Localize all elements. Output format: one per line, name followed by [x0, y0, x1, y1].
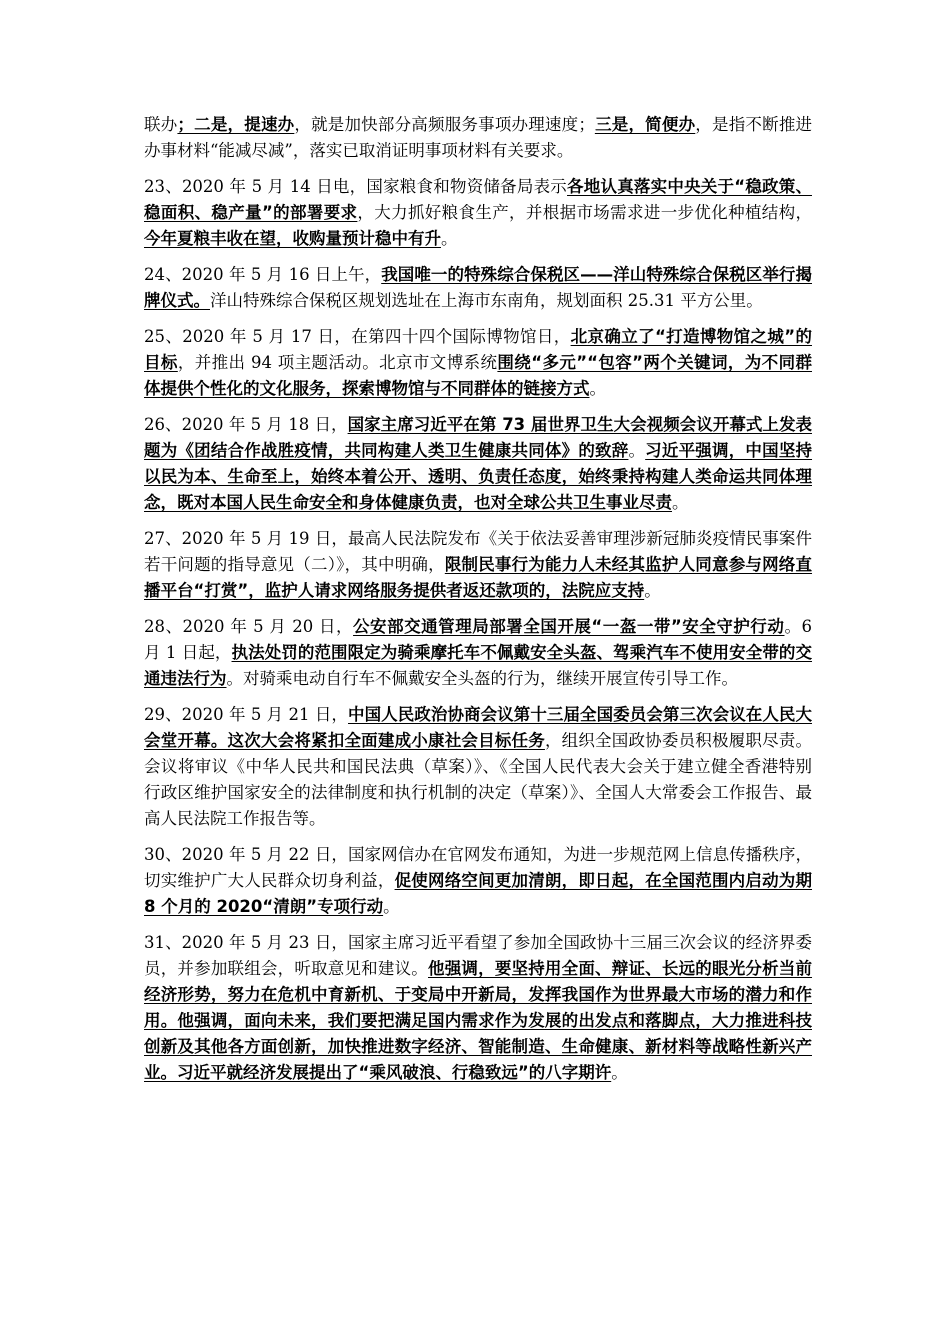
text-run: 。 — [589, 379, 606, 398]
highlighted-run: 促使网络空间更加清朗，即日起，在全国范围内启动为期 8 个月的 2020“清朗”专项行动 — [144, 871, 813, 916]
text-run: 25、2020 年 5 月 17 日，在第四十四个国际博物馆日， — [144, 327, 571, 346]
paragraph-continued — [144, 112, 812, 164]
text-run: 23、2020 年 5 月 14 日电，国家粮食和物资储备局表示 — [144, 177, 568, 196]
text-run: 。对骑乘电动自行车不佩戴安全头盔的行为，继续开展宣传引导工作。 — [226, 669, 738, 688]
paragraph-item-26 — [144, 412, 812, 516]
document-page — [144, 112, 812, 1096]
text-run: 。 — [644, 581, 661, 600]
text-run: 。 — [672, 493, 689, 512]
text-run: 26、2020 年 5 月 18 日， — [144, 415, 348, 434]
text-run: 联办 — [144, 115, 178, 134]
paragraph-item-28 — [144, 614, 812, 692]
text-run: 。6 月 1 日起， — [144, 617, 812, 662]
highlighted-run: 公安部交通管理局部署全国开展“一盔一带”安全守护行动 — [353, 617, 785, 636]
highlighted-run: 国家主席习近平在第 73 届世界卫生大会视频会议开幕式上发表题为《团结合作战胜疫情，共同构建人类卫生健康共同体》的致辞 — [144, 415, 812, 460]
highlighted-run: 围绕“多元”“包容”两个关键词，为不同群体提供个性化的文化服务，探索博物馆与不同群体的链接方式 — [144, 353, 812, 398]
highlighted-run: 限制民事行为能力人未经其监护人同意参与网络直播平台“打赏”，监护人请求网络服务提供者返还款项的，法院应支持 — [144, 555, 813, 600]
highlighted-run: 中国人民政治协商会议第十三届全国委员会第三次会议在人民大会堂开幕。这次大会将紧扣全面建成小康社会目标任务 — [144, 705, 812, 750]
highlighted-run: 执法处罚的范围限定为骑乘摩托车不佩戴安全头盔、驾乘汽车不使用安全带的交通违法行为 — [144, 643, 812, 688]
highlighted-run: 北京确立了“打造博物馆之城”的目标 — [144, 327, 812, 372]
text-run: ，是指不断推进办事材料“能减尽减”，落实已取消证明事项材料有关要求。 — [144, 115, 813, 160]
highlighted-run: 今年夏粮丰收在望，收购量预计稳中有升 — [144, 229, 441, 248]
highlighted-run: 习近平强调，中国坚持以民为本、生命至上，始终本着公开、透明、负责任态度，始终秉持构建人类命运共同体理念，既对本国人民生命安全和身体健康负责，也对全球公共卫生事业尽责 — [144, 441, 813, 512]
text-run: ，就是加快部分高频服务事项办理速度； — [294, 115, 595, 134]
paragraph-item-23 — [144, 174, 812, 252]
highlighted-run: ；二是，提速办 — [177, 115, 295, 134]
paragraph-item-29 — [144, 702, 812, 832]
text-run: 27、2020 年 5 月 19 日，最高人民法院发布《关于依法妥善审理涉新冠肺炎疫情民事案件若干问题的指导意见（二）》，其中明确， — [144, 529, 812, 574]
text-run: 30、2020 年 5 月 22 日，国家网信办在官网发布通知，为进一步规范网上信息传播秩序，切实维护广大人民群众切身利益， — [144, 845, 812, 890]
paragraph-item-25 — [144, 324, 812, 402]
highlighted-run: 各地认真落实中央关于“稳政策、稳面积、稳产量”的部署要求 — [144, 177, 812, 222]
text-run: ，并推出 94 项主题活动。北京市文博系统 — [177, 353, 498, 372]
text-run: 洋山特殊综合保税区规划选址在上海市东南角，规划面积 25.31 平方公里。 — [210, 291, 763, 310]
text-run: 。 — [611, 1063, 628, 1082]
paragraph-item-31 — [144, 930, 812, 1086]
paragraph-item-27 — [144, 526, 812, 604]
paragraph-item-30 — [144, 842, 812, 920]
highlighted-run: 三是，简便办 — [594, 115, 696, 134]
highlighted-run: 我国唯一的特殊综合保税区——洋山特殊综合保税区举行揭牌仪式。 — [144, 265, 812, 310]
text-run: 。 — [628, 441, 646, 460]
text-run: ，大力抓好粮食生产，并根据市场需求进一步优化种植结构， — [357, 203, 813, 222]
text-run: 29、2020 年 5 月 21 日， — [144, 705, 349, 724]
highlighted-run: 他强调，要坚持用全面、辩证、长远的眼光分析当前经济形势，努力在危机中育新机、于变局中开新局，发挥我国作为世界最大市场的潜力和作用。他强调，面向未来，我们要把满足国内需求作为发展的出发点和落脚点，大力推进科技创新及其他各方面创新，加快推进数字经济、智能制造、生命健康、新材料等战略性新兴产业。习近平就经济发展提出了“乘风破浪、行稳致远”的八字期许 — [144, 959, 813, 1082]
text-run: 。 — [383, 897, 400, 916]
text-run: 。 — [441, 229, 458, 248]
text-run: ，组织全国政协委员积极履职尽责。会议将审议《中华人民共和国民法典（草案）》、《全国人民代表大会关于建立健全香港特别行政区维护国家安全的法律制度和执行机制的决定（草案）》、全国人大常委会工作报告、最高人民法院工作报告等。 — [144, 731, 813, 828]
text-run: 28、2020 年 5 月 20 日， — [144, 617, 354, 636]
paragraph-item-24 — [144, 262, 812, 314]
text-run: 24、2020 年 5 月 16 日上午， — [144, 265, 382, 284]
text-run: 31、2020 年 5 月 23 日，国家主席习近平看望了参加全国政协十三届三次会议的经济界委员，并参加联组会，听取意见和建议。 — [144, 933, 812, 978]
